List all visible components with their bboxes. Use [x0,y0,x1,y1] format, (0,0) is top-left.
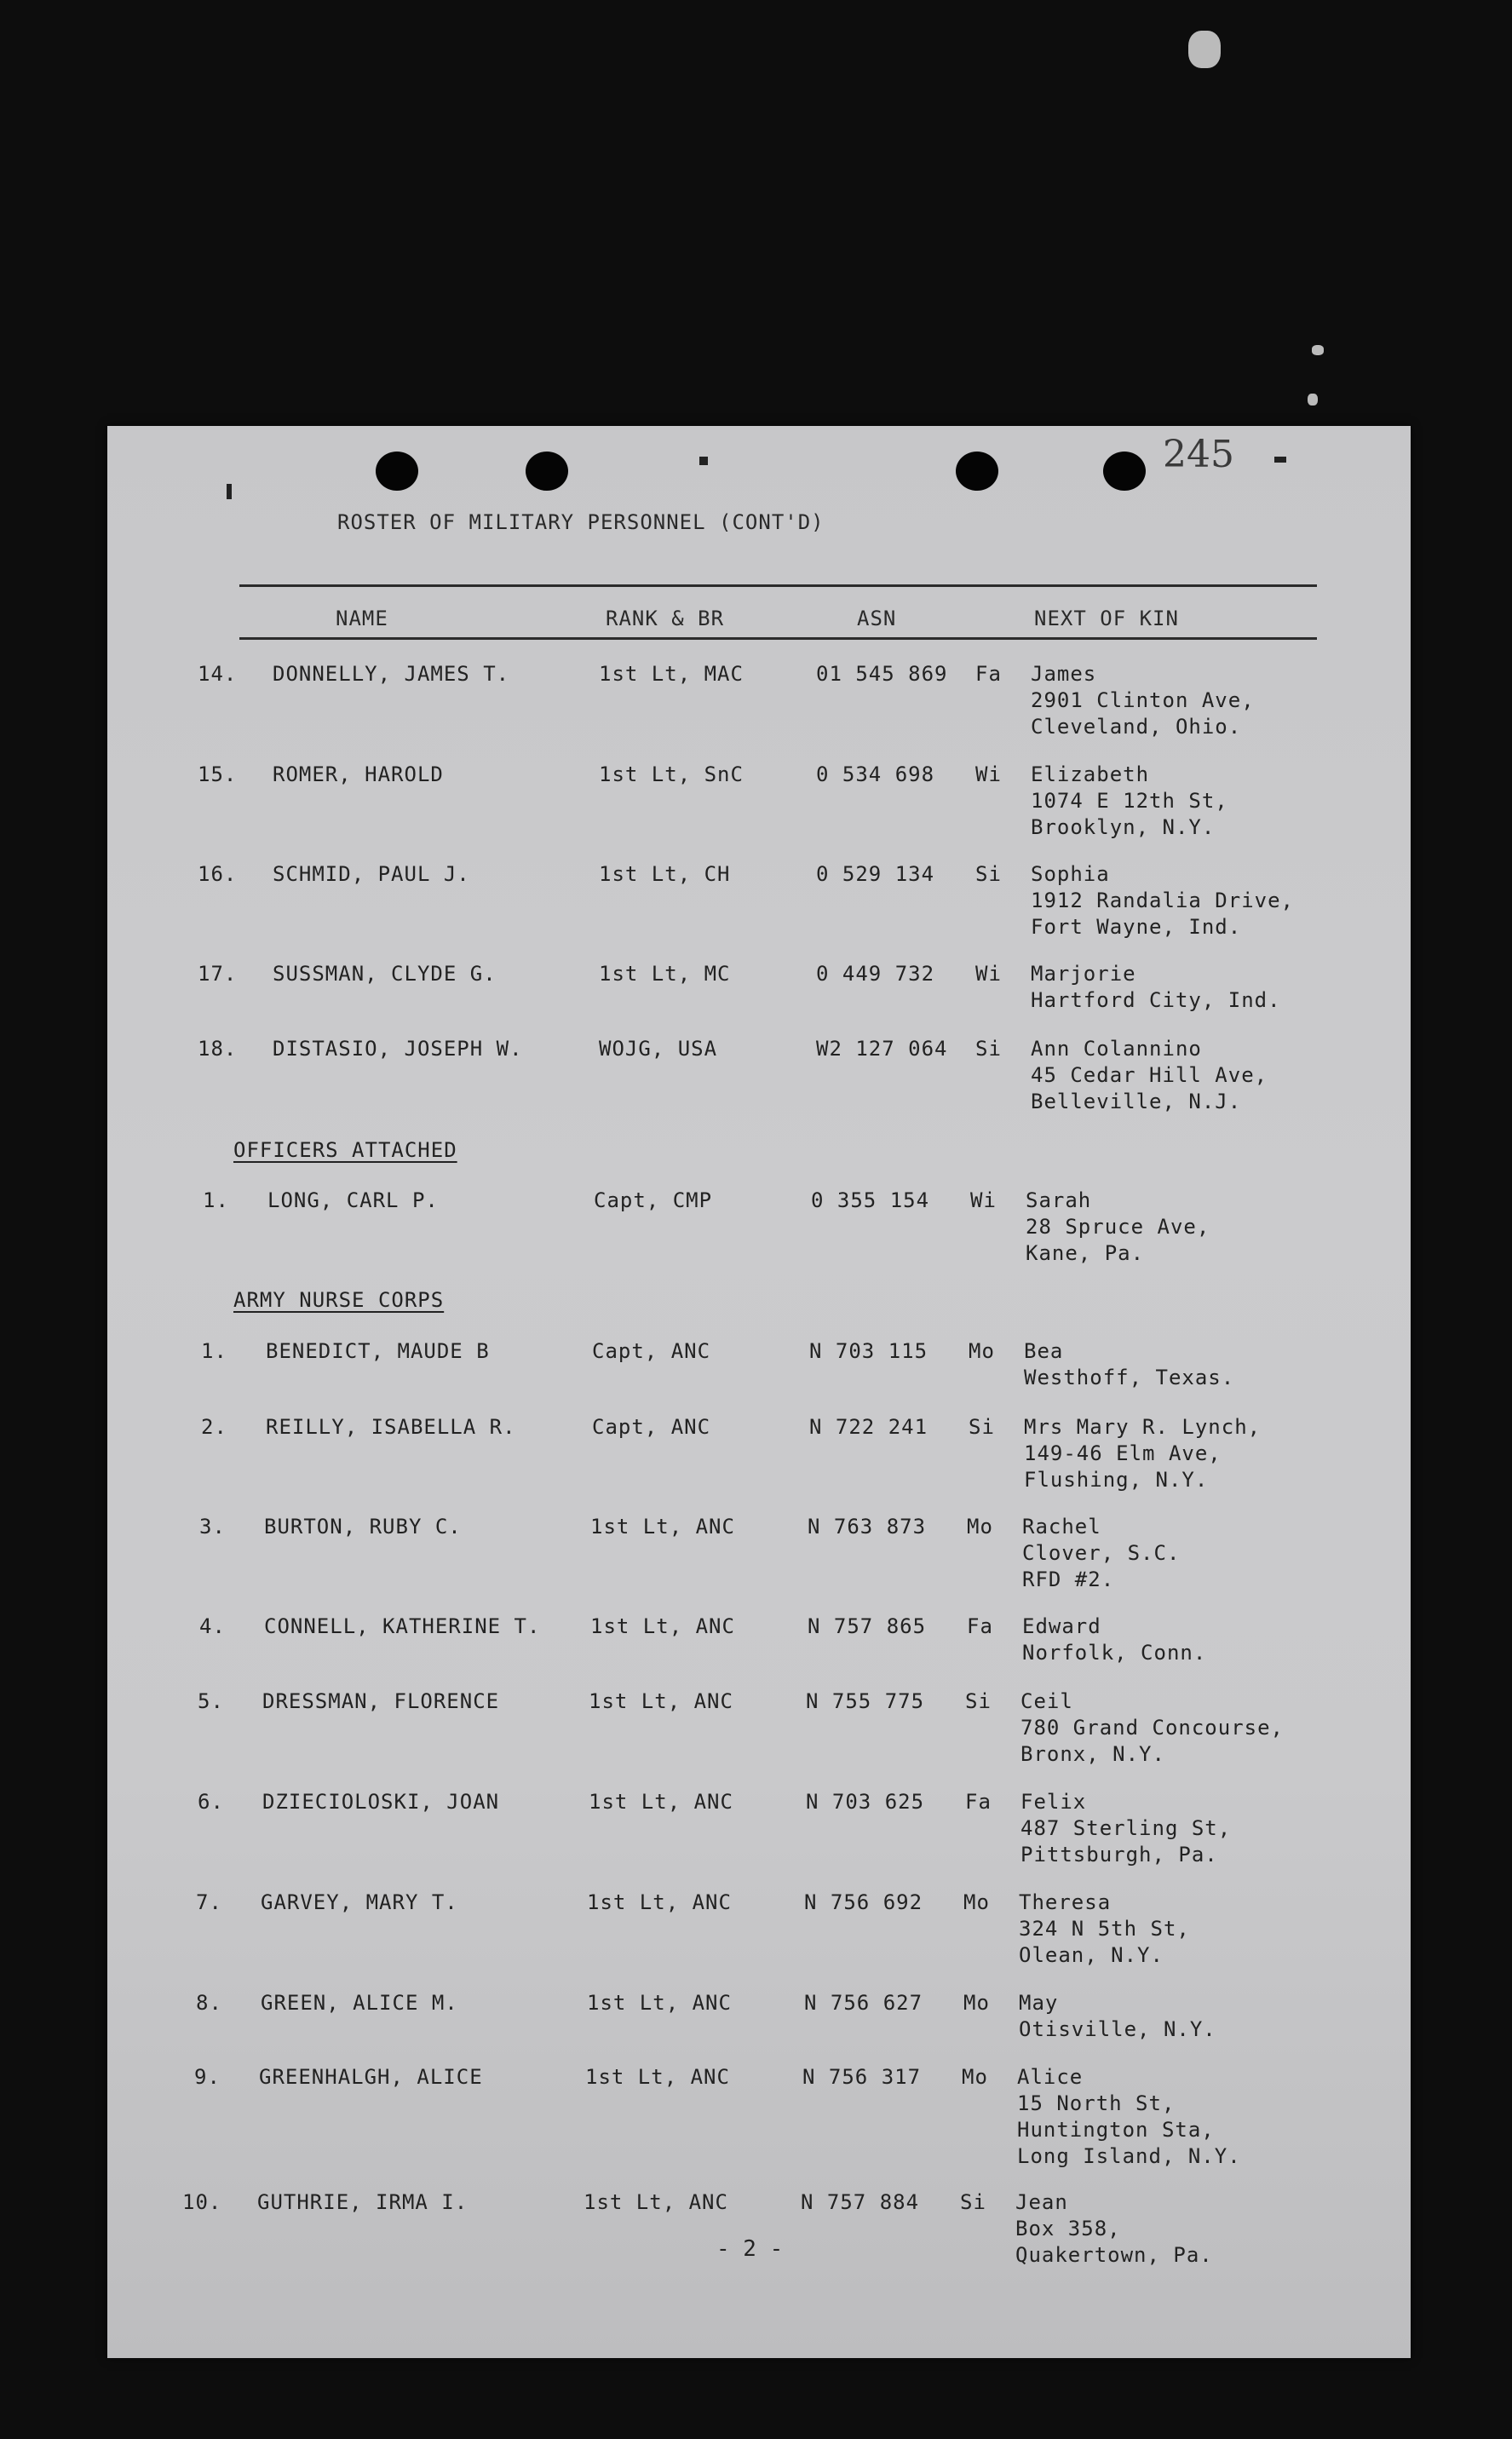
row-rank-branch: 1st Lt, ANC [587,1890,732,1914]
row-next-of-kin-line: Pittsburgh, Pa. [1020,1843,1218,1867]
row-next-of-kin-line: 324 N 5th St, [1019,1917,1190,1941]
row-rank-branch: 1st Lt, ANC [590,1614,735,1638]
column-header-next-of-kin: NEXT OF KIN [1034,607,1179,630]
row-number: 9. [194,2065,221,2089]
row-next-of-kin-line: Sophia [1031,862,1110,886]
row-next-of-kin-line: Westhoff, Texas. [1024,1366,1235,1389]
row-name: GREEN, ALICE M. [261,1991,458,2015]
row-name: SUSSMAN, CLYDE G. [273,962,497,986]
row-next-of-kin-line: 1912 Randalia Drive, [1031,889,1294,912]
row-relationship: Si [960,2190,986,2214]
row-next-of-kin-line: Rachel [1022,1515,1101,1539]
row-asn: 0 529 134 [816,862,935,886]
row-relationship: Si [969,1415,995,1439]
row-number: 6. [198,1790,224,1814]
row-next-of-kin-line: Edward [1022,1614,1101,1638]
row-next-of-kin-line: Sarah [1026,1188,1092,1212]
punch-hole [1103,452,1146,491]
row-relationship: Wi [970,1188,997,1212]
row-next-of-kin-line: Brooklyn, N.Y. [1031,815,1216,839]
document-title: ROSTER OF MILITARY PERSONNEL (CONT'D) [337,510,825,534]
row-asn: N 763 873 [808,1515,927,1539]
row-relationship: Mo [963,1991,990,2015]
row-name: CONNELL, KATHERINE T. [264,1614,541,1638]
column-header-name: NAME [336,607,388,630]
row-asn: N 757 865 [808,1614,927,1638]
row-number: 2. [201,1415,227,1439]
row-rank-branch: 1st Lt, ANC [590,1515,735,1539]
section-army-nurse-corps: ARMY NURSE CORPS [233,1288,445,1312]
row-next-of-kin-line: Olean, N.Y. [1019,1943,1164,1967]
row-next-of-kin-line: 780 Grand Concourse, [1020,1716,1284,1740]
row-number: 1. [203,1188,229,1212]
row-number: 15. [198,762,238,786]
row-next-of-kin-line: Huntington Sta, [1017,2118,1215,2142]
row-number: 4. [199,1614,226,1638]
row-name: BENEDICT, MAUDE B [266,1339,490,1363]
row-relationship: Mo [962,2065,988,2089]
row-relationship: Mo [963,1890,990,1914]
row-relationship: Wi [975,762,1002,786]
row-relationship: Fa [975,662,1002,686]
punch-hole [956,452,998,491]
row-name: ROMER, HAROLD [273,762,444,786]
row-relationship: Si [975,862,1002,886]
row-next-of-kin-line: Ceil [1020,1689,1073,1713]
row-next-of-kin-line: Cleveland, Ohio. [1031,715,1242,739]
section-officers-attached: OFFICERS ATTACHED [233,1138,457,1162]
row-next-of-kin-line: Jean [1015,2190,1068,2214]
dust-speck [1312,345,1324,355]
row-name: GARVEY, MARY T. [261,1890,458,1914]
ink-blot [699,457,708,465]
row-number: 14. [198,662,238,686]
row-asn: 0 449 732 [816,962,935,986]
column-header-asn: ASN [857,607,897,630]
row-asn: N 755 775 [806,1689,925,1713]
row-rank-branch: 1st Lt, MC [599,962,731,986]
row-next-of-kin-line: Box 358, [1015,2217,1121,2241]
row-name: GUTHRIE, IRMA I. [257,2190,469,2214]
row-asn: 0 355 154 [811,1188,930,1212]
row-number: 1. [201,1339,227,1363]
row-rank-branch: 1st Lt, SnC [599,762,744,786]
dust-speck [1308,394,1318,406]
row-asn: N 756 317 [802,2065,922,2089]
row-rank-branch: WOJG, USA [599,1037,718,1061]
row-next-of-kin-line: Flushing, N.Y. [1024,1468,1209,1492]
row-relationship: Mo [967,1515,993,1539]
row-name: GREENHALGH, ALICE [259,2065,483,2089]
row-next-of-kin-line: Bea [1024,1339,1064,1363]
row-number: 7. [196,1890,222,1914]
row-next-of-kin-line: Alice [1017,2065,1084,2089]
row-next-of-kin-line: May [1019,1991,1059,2015]
row-number: 18. [198,1037,238,1061]
row-next-of-kin-line: 28 Spruce Ave, [1026,1215,1210,1239]
row-next-of-kin-line: Bronx, N.Y. [1020,1742,1165,1766]
row-rank-branch: Capt, CMP [594,1188,713,1212]
punch-hole [526,452,568,491]
row-next-of-kin-line: Marjorie [1031,962,1136,986]
row-relationship: Fa [965,1790,992,1814]
punch-hole [376,452,418,491]
row-next-of-kin-line: Ann Colannino [1031,1037,1202,1061]
ink-blot [1274,457,1286,463]
row-relationship: Fa [967,1614,993,1638]
row-next-of-kin-line: Long Island, N.Y. [1017,2144,1241,2168]
row-next-of-kin-line: 15 North St, [1017,2091,1176,2115]
row-next-of-kin-line: Mrs Mary R. Lynch, [1024,1415,1262,1439]
row-number: 3. [199,1515,226,1539]
row-next-of-kin-line: 45 Cedar Hill Ave, [1031,1063,1268,1087]
row-name: BURTON, RUBY C. [264,1515,462,1539]
ink-blot [227,484,232,499]
row-name: DZIECIOLOSKI, JOAN [262,1790,500,1814]
row-relationship: Mo [969,1339,995,1363]
row-rank-branch: 1st Lt, ANC [589,1689,733,1713]
row-next-of-kin-line: 2901 Clinton Ave, [1031,688,1255,712]
row-next-of-kin-line: James [1031,662,1097,686]
row-next-of-kin-line: 149-46 Elm Ave, [1024,1441,1222,1465]
dust-speck [1188,31,1221,68]
row-next-of-kin-line: Elizabeth [1031,762,1150,786]
row-rank-branch: 1st Lt, ANC [589,1790,733,1814]
row-relationship: Si [965,1689,992,1713]
row-next-of-kin-line: Quakertown, Pa. [1015,2243,1213,2267]
row-asn: N 756 692 [804,1890,923,1914]
row-next-of-kin-line: Clover, S.C. [1022,1541,1181,1565]
row-asn: N 756 627 [804,1991,923,2015]
document-page [107,426,1411,2358]
row-number: 17. [198,962,238,986]
row-asn: W2 127 064 [816,1037,948,1061]
row-next-of-kin-line: 1074 E 12th St, [1031,789,1228,813]
row-next-of-kin-line: 487 Sterling St, [1020,1816,1232,1840]
header-rule-bottom [239,637,1317,640]
row-relationship: Si [975,1037,1002,1061]
row-next-of-kin-line: Kane, Pa. [1026,1241,1145,1265]
row-relationship: Wi [975,962,1002,986]
row-rank-branch: 1st Lt, MAC [599,662,744,686]
row-rank-branch: Capt, ANC [592,1339,711,1363]
row-number: 10. [182,2190,222,2214]
row-asn: N 757 884 [801,2190,920,2214]
row-name: LONG, CARL P. [267,1188,439,1212]
row-name: DRESSMAN, FLORENCE [262,1689,500,1713]
row-rank-branch: 1st Lt, ANC [585,2065,730,2089]
row-rank-branch: 1st Lt, ANC [584,2190,728,2214]
row-name: DONNELLY, JAMES T. [273,662,510,686]
row-number: 16. [198,862,238,886]
row-rank-branch: Capt, ANC [592,1415,711,1439]
row-next-of-kin-line: Norfolk, Conn. [1022,1641,1207,1665]
row-name: SCHMID, PAUL J. [273,862,470,886]
row-asn: 0 534 698 [816,762,935,786]
row-number: 5. [198,1689,224,1713]
row-rank-branch: 1st Lt, ANC [587,1991,732,2015]
row-next-of-kin-line: Belleville, N.J. [1031,1090,1242,1113]
row-next-of-kin-line: Theresa [1019,1890,1112,1914]
row-name: DISTASIO, JOSEPH W. [273,1037,523,1061]
page-stamp-number: 245 [1163,433,1234,476]
page-number: - 2 - [716,2236,784,2262]
row-next-of-kin-line: RFD #2. [1022,1568,1115,1591]
row-name: REILLY, ISABELLA R. [266,1415,516,1439]
row-asn: N 722 241 [809,1415,928,1439]
column-header-rank: RANK & BR [606,607,725,630]
row-number: 8. [196,1991,222,2015]
row-next-of-kin-line: Hartford City, Ind. [1031,988,1281,1012]
row-asn: N 703 115 [809,1339,928,1363]
row-asn: 01 545 869 [816,662,948,686]
row-next-of-kin-line: Felix [1020,1790,1087,1814]
row-rank-branch: 1st Lt, CH [599,862,731,886]
header-rule-top [239,584,1317,587]
row-next-of-kin-line: Otisville, N.Y. [1019,2017,1216,2041]
row-next-of-kin-line: Fort Wayne, Ind. [1031,915,1242,939]
row-asn: N 703 625 [806,1790,925,1814]
